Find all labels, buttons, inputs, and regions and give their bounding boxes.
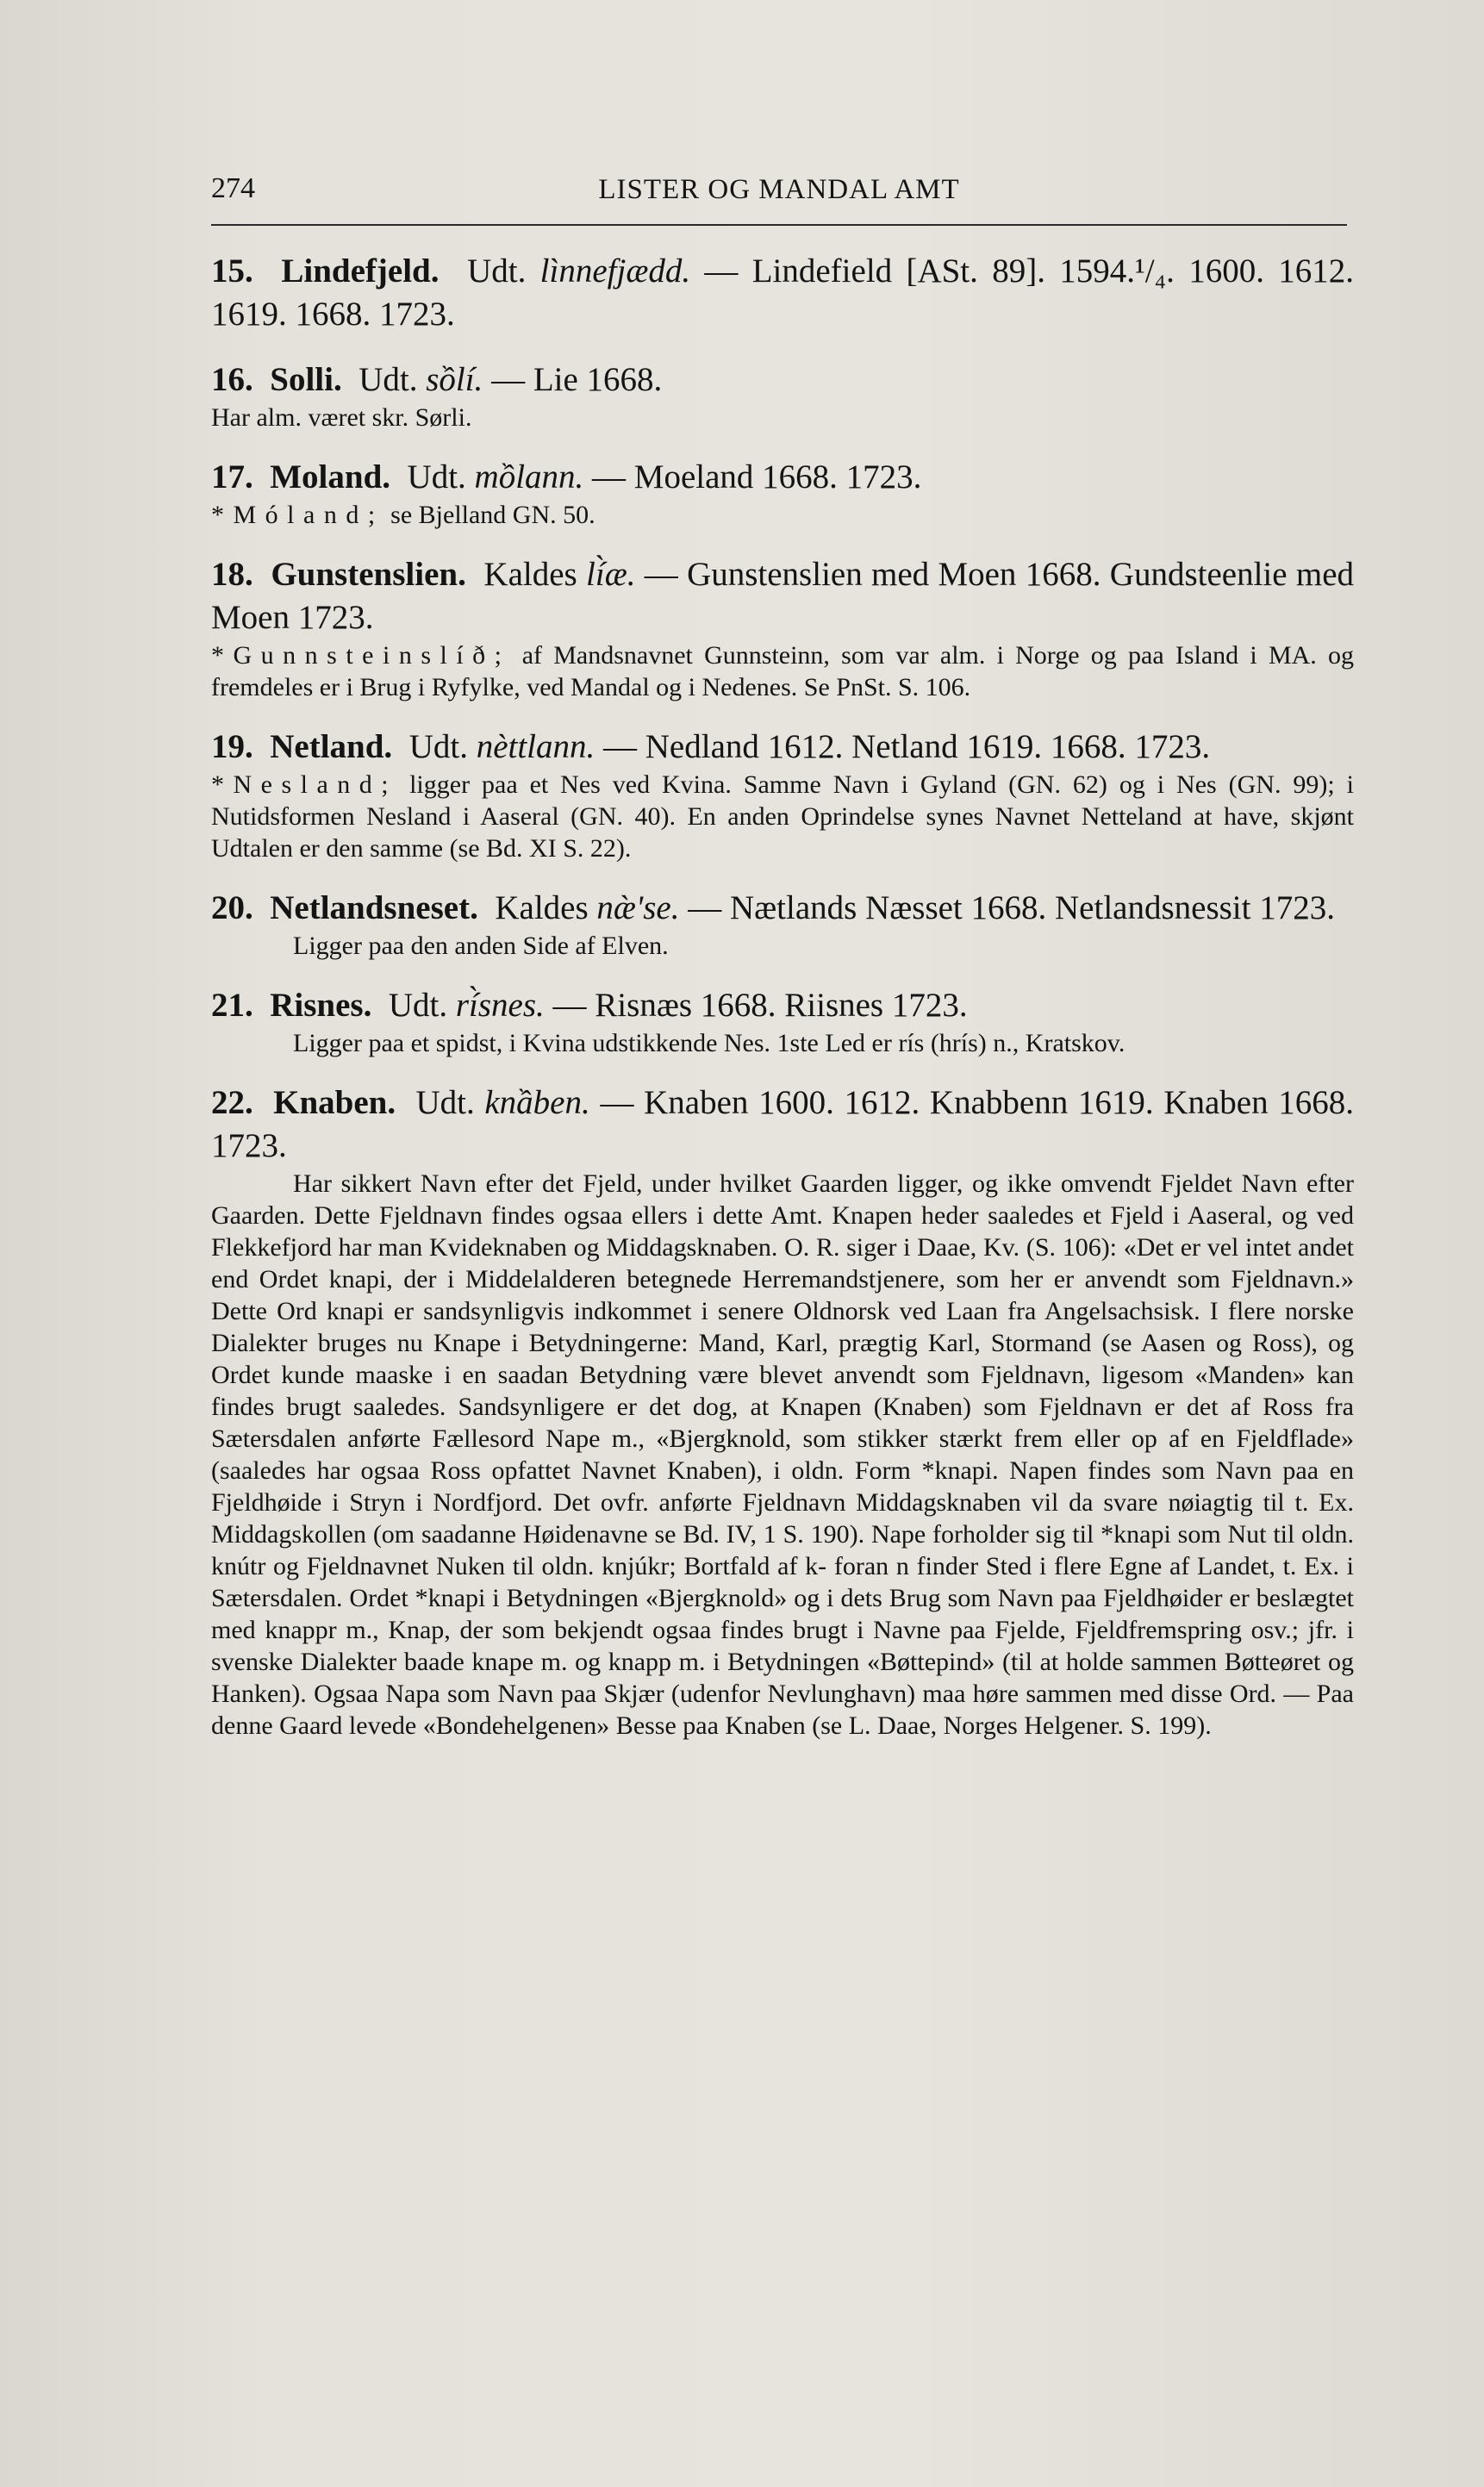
pron-label: Udt.	[408, 728, 468, 765]
entry-note: Har sikkert Navn efter det Fjeld, under hvilket Gaarden ligger, og ikke omvendt Fjeldet Navn efter Gaarden. Dette Fjeldnavn findes ogsaa ellers i dette Amt. Knapen heder saaledes et Fjeld i Aaseral, og ved Flekkefjord har man Kvideknaben og Middagsknaben. O. R. siger i Daae, Kv. (S. 106): «Det er vel intet andet end Ordet knapi, der i Middelalderen betegnede Herremandstjenere, som her er anvendt som Fjeldnavn.» Dette Ord knapi er sandsynligvis indkommet i senere Oldnorsk ved Laan fra Angelsachsisk. I flere norske Dialekter bruges nu Knape i Betydningerne: Mand, Karl, prægtig Karl, Stormand (se Aasen og Ross), og Ordet kunde maaske i en saadan Betydning være blevet anvendt som Fjeldnavn, ligesom «Manden» kan findes brugt saaledes. Sandsynligere er det dog, at Knapen (Knaben) som Fjeldnavn er det af Ross fra Sætersdalen anførte Fællesord Nape m., «Bjergknold, som stikker stærkt frem eller op af en Fjeldflade» (saaledes har ogsaa Ross opfattet Navnet Knaben), i oldn. Form *knapi. Napen findes som Navn paa en Fjeldhøide i Stryn i Nordfjord. Det ovfr. anførte Fjeldnavn Middagsknaben vil da svare nøiagtig til t. Ex. Middagskollen (om saadanne Høidenavne se Bd. IV, 1 S. 190). Nape forholder sig til *knapi som Nut til oldn. knútr og Fjeldnavnet Nuken til oldn. knjúkr; Bortfald af k- foran n finder Sted i flere Egne af Landet, t. Ex. i Sætersdalen. Ordet *knapi i Betydningen «Bjergknold» og i dets Brug som Navn paa Fjeldhøider er beslægtet med knappr m., Knap, der som bekjendt ogsaa findes brugt i Navne paa Fjelde, Fjeldfremspring osv.; jfr. i svenske Dialekter baade knape m. og knapp m. i Betydningen «Bøttepind» (til at holde sammen Bøtteøret og Hanken). Ogsaa Napa som Navn paa Skjær (udenfor Nevlunghavn) maa høre sammen med disse Ord. — Paa denne Gaard levede «Bondehelgenen» Besse paa Knaben (se L. Daae, Norges Helgener. S. 199).	[211, 1169, 1354, 1740]
pron-label: Udt.	[388, 987, 448, 1024]
entry-number: 21.	[211, 987, 253, 1024]
entry-note: Ligger paa den anden Side af Elven.	[293, 932, 669, 960]
entry-19	[211, 726, 1354, 864]
page-number: 274	[211, 172, 255, 204]
historical-forms: — Nætlands Næsset 1668. Netlandsnessit 1723.	[688, 889, 1335, 926]
old-form: *Gunnsteinslíð;	[211, 641, 511, 670]
entry-number: 20.	[211, 889, 253, 926]
entry-number: 18.	[211, 556, 253, 593]
entry-heading	[211, 726, 1354, 769]
entry-number: 19.	[211, 728, 253, 765]
farm-name: Gunstenslien.	[271, 556, 466, 593]
historical-forms: — Risnæs 1668. Riisnes 1723.	[552, 987, 968, 1024]
entry-heading	[211, 887, 1354, 930]
entry-note	[211, 769, 1354, 864]
running-title: LISTER OG MANDAL AMT	[598, 174, 960, 205]
entry-note: Ligger paa et spidst, i Kvina udstikkende Nes. 1ste Led er rís (hrís) n., Kratskov.	[293, 1029, 1125, 1057]
old-form: *Móland;	[211, 501, 384, 529]
historical-forms: — Knaben 1600. 1612. Knabbenn 1619. Knaben 1668. 1723.	[211, 1084, 1355, 1164]
pron-label: Kaldes	[483, 556, 577, 593]
historical-forms: — Moeland 1668. 1723.	[592, 458, 922, 496]
historical-forms: — Lindefield [ASt. 89]. 1594.¹/₄. 1600. 1612. 1619. 1668. 1723.	[211, 252, 1354, 333]
entry-17	[211, 456, 1354, 531]
entry-note	[211, 639, 1354, 703]
pron-label: Udt.	[407, 458, 466, 496]
historical-forms: — Lie 1668.	[491, 361, 663, 398]
page-header	[211, 172, 1347, 226]
entry-15	[211, 250, 1354, 336]
entry-20	[211, 887, 1354, 962]
entry-heading	[211, 984, 1354, 1027]
farm-name: Moland.	[270, 458, 391, 496]
pronunciation: mồlann.	[474, 458, 584, 496]
entry-heading	[211, 553, 1354, 639]
historical-forms: — Nedland 1612. Netland 1619. 1668. 1723.	[603, 728, 1211, 765]
pronunciation: næ̀'se.	[596, 889, 680, 926]
pronunciation: knầben.	[484, 1084, 590, 1121]
pronunciation: sồlí.	[426, 361, 483, 398]
entry-heading	[211, 250, 1354, 336]
entry-number: 22.	[211, 1084, 253, 1121]
entry-22	[211, 1081, 1354, 1742]
farm-name: Solli.	[270, 361, 342, 398]
entry-number: 15.	[211, 252, 253, 290]
entry-number: 17.	[211, 458, 253, 496]
farm-name: Lindefjeld.	[281, 252, 440, 290]
entry-21	[211, 984, 1354, 1059]
entry-note: Har alm. været skr. Sørli.	[211, 403, 472, 432]
entries	[211, 250, 1354, 1764]
pronunciation: rí̀snes.	[455, 987, 545, 1024]
pron-label: Udt.	[467, 252, 527, 290]
entry-heading	[211, 456, 1354, 499]
entry-number: 16.	[211, 361, 253, 398]
entry-16	[211, 358, 1354, 433]
old-form: *Nesland;	[211, 770, 398, 799]
note-text: ligger paa et Nes ved Kvina. Samme Navn i Gyland (GN. 62) og i Nes (GN. 99); i Nutidsformen Nesland i Aaseral (GN. 40). En anden Oprindelse synes Navnet Netteland at have, skjønt Udtalen er den samme (se Bd. XI S. 22).	[211, 770, 1355, 863]
farm-name: Risnes.	[270, 987, 372, 1024]
farm-name: Netlandsneset.	[270, 889, 478, 926]
note-text: se Bjelland GN. 50.	[390, 501, 595, 529]
historical-forms: — Gunstenslien med Moen 1668. Gundsteenlie med Moen 1723.	[211, 556, 1354, 636]
entry-heading	[211, 358, 1354, 402]
pron-label: Udt.	[359, 361, 418, 398]
pron-label: Kaldes	[495, 889, 589, 926]
pronunciation: nèttlann.	[476, 728, 595, 765]
pronunciation: lí̀æ.	[586, 556, 636, 593]
farm-name: Netland.	[270, 728, 393, 765]
entry-note	[211, 499, 1354, 531]
entry-heading	[211, 1081, 1354, 1168]
entry-18	[211, 553, 1354, 703]
pronunciation: lìnnefjædd.	[539, 252, 691, 290]
farm-name: Knaben.	[273, 1084, 396, 1121]
pron-label: Udt.	[415, 1084, 475, 1121]
note-text: af Mandsnavnet Gunnsteinn, som var alm. i Norge og paa Island i MA. og fremdeles er i Brug i Ryfylke, ved Mandal og i Nedenes. Se PnSt. S. 106.	[211, 641, 1354, 701]
